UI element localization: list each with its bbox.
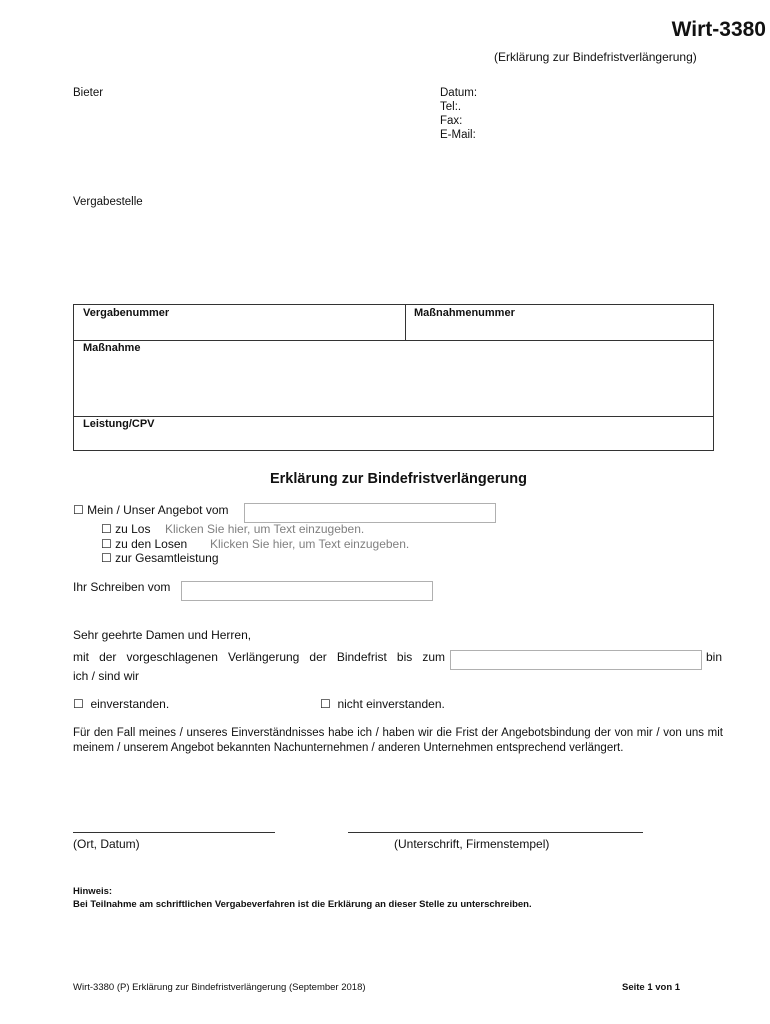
lots-row bbox=[101, 537, 187, 551]
email-label: E-Mail: bbox=[440, 129, 476, 141]
measure-label: Maßnahme bbox=[83, 342, 141, 354]
total-row bbox=[101, 551, 219, 565]
letter-date-field[interactable] bbox=[181, 581, 433, 601]
signature-label: (Unterschrift, Firmenstempel) bbox=[394, 837, 550, 851]
total-checkbox[interactable]: ☐ bbox=[101, 551, 112, 565]
signature-line bbox=[348, 832, 643, 833]
offer-row bbox=[73, 503, 229, 517]
form-subtitle: (Erklärung zur Bindefristverlängerung) bbox=[494, 50, 697, 64]
lot-checkbox[interactable]: ☐ bbox=[101, 522, 112, 536]
tel-label: Tel:. bbox=[440, 101, 462, 113]
agree-label: einverstanden. bbox=[90, 697, 170, 711]
disagree-checkbox[interactable]: ☐ bbox=[320, 697, 331, 711]
bidder-label: Bieter bbox=[73, 87, 104, 99]
offer-checkbox[interactable]: ☐ bbox=[73, 503, 84, 517]
date-label: Datum: bbox=[440, 87, 478, 99]
lots-input[interactable]: Klicken Sie hier, um Text einzugeben. bbox=[210, 537, 410, 551]
measure-number-label: Maßnahmenummer bbox=[414, 307, 515, 319]
table-divider-1 bbox=[74, 340, 713, 341]
form-code: Wirt-3380 bbox=[671, 18, 766, 41]
extension-line2: ich / sind wir bbox=[73, 669, 140, 683]
disagree-row bbox=[320, 697, 445, 711]
lot-input[interactable]: Klicken Sie hier, um Text einzugeben. bbox=[165, 522, 365, 536]
agree-row bbox=[73, 697, 169, 711]
extension-text: mit der vorgeschlagenen Verlängerung der Bindefrist bis zum bbox=[73, 650, 445, 664]
project-info-table bbox=[73, 304, 714, 451]
lot-row bbox=[101, 522, 150, 536]
extension-paragraph: Für den Fall meines / unseres Einverständnisses habe ich / haben wir die Frist der Angebotsbindung der von mir / von uns mit meinem / unserem Angebot bekannten Nachunternehmen / anderen Unternehmen entsprechend verlängert. bbox=[73, 727, 723, 754]
lots-checkbox[interactable]: ☐ bbox=[101, 537, 112, 551]
note-title: Hinweis: bbox=[73, 886, 113, 897]
disagree-label: nicht einverstanden. bbox=[337, 697, 445, 711]
declaration-heading: Erklärung zur Bindefristverlängerung bbox=[269, 471, 528, 487]
award-number-label: Vergabenummer bbox=[83, 307, 170, 319]
offer-label: Mein / Unser Angebot vom bbox=[87, 503, 229, 517]
authority-label: Vergabestelle bbox=[73, 196, 143, 208]
extension-date-field[interactable] bbox=[450, 650, 702, 670]
table-divider-vertical bbox=[405, 305, 406, 340]
fax-label: Fax: bbox=[440, 115, 463, 127]
service-label: Leistung/CPV bbox=[83, 418, 155, 430]
letter-label: Ihr Schreiben vom bbox=[73, 580, 171, 594]
page-number: Seite 1 von 1 bbox=[622, 982, 681, 993]
lots-label: zu den Losen bbox=[115, 537, 188, 551]
place-date-label: (Ort, Datum) bbox=[73, 837, 140, 851]
footer-left: Wirt-3380 (P) Erklärung zur Bindefristverlängerung (September 2018) bbox=[73, 982, 366, 993]
place-date-line bbox=[73, 832, 275, 833]
lot-label: zu Los bbox=[115, 522, 151, 536]
total-label: zur Gesamtleistung bbox=[115, 551, 219, 565]
offer-date-field[interactable] bbox=[244, 503, 496, 523]
salutation: Sehr geehrte Damen und Herren, bbox=[73, 628, 252, 642]
note-text: Bei Teilnahme am schriftlichen Vergabeverfahren ist die Erklärung an dieser Stelle zu unterschreiben. bbox=[73, 899, 532, 910]
table-divider-2 bbox=[74, 416, 713, 417]
agree-checkbox[interactable]: ☐ bbox=[73, 697, 84, 711]
extension-suffix: bin bbox=[706, 650, 723, 664]
